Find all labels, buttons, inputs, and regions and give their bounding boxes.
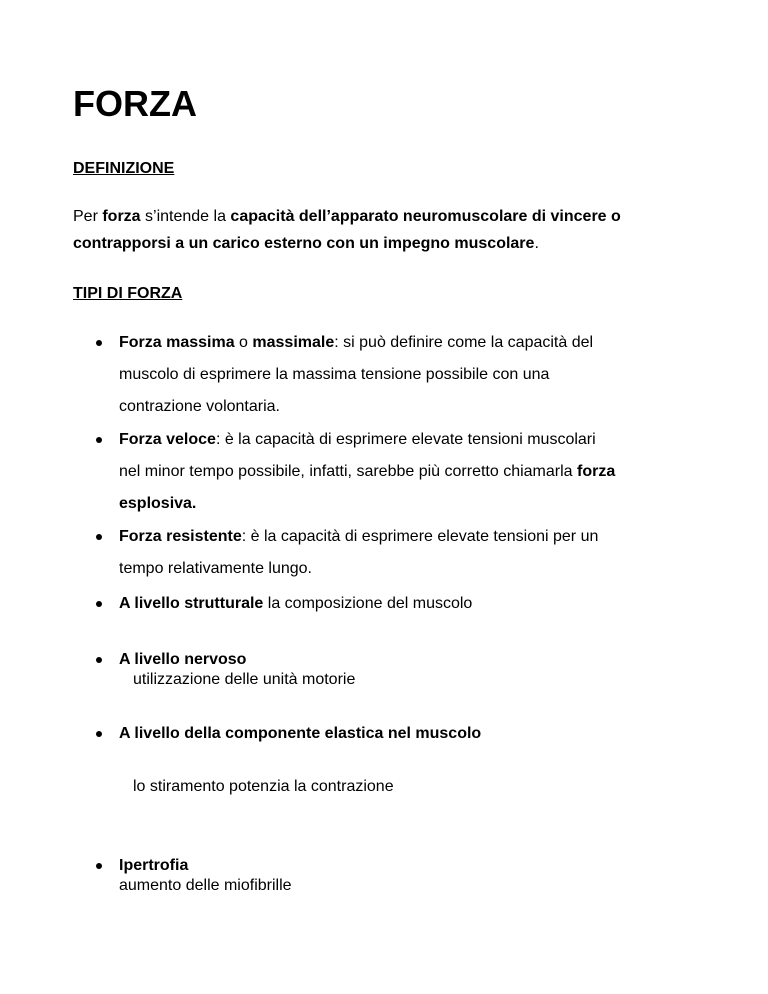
list-item	[119, 724, 481, 744]
item-text: : si può definire come la capacità del	[334, 334, 594, 351]
item-term: forza	[577, 463, 616, 480]
types-heading: TIPI DI FORZA	[73, 285, 183, 302]
item-term: massimale	[252, 334, 335, 351]
document-title: FORZA	[73, 83, 197, 124]
list-item	[119, 594, 472, 614]
definition-paragraph	[73, 203, 713, 257]
item-text: muscolo di esprimere la massima tensione possibile con una	[119, 366, 550, 383]
item-term: Forza massima	[119, 334, 235, 351]
item-term: A livello della componente elastica nel muscolo	[119, 725, 482, 742]
bullet-icon	[96, 594, 100, 614]
item-text: contrazione volontaria.	[119, 398, 280, 415]
list-item-detail: aumento delle miofibrille	[119, 877, 292, 894]
list-item	[119, 856, 188, 876]
bullet-icon	[96, 856, 100, 876]
list-item	[119, 521, 719, 585]
item-text: o	[234, 334, 253, 351]
item-term: Forza veloce	[119, 431, 216, 448]
list-item	[119, 424, 719, 520]
bullet-icon	[96, 527, 100, 547]
definition-text: s’intende la	[140, 208, 231, 225]
definition-text: .	[534, 235, 539, 252]
bullet-icon	[96, 650, 100, 670]
item-text: tempo relativamente lungo.	[119, 560, 312, 577]
list-item	[119, 650, 246, 670]
item-term: A livello strutturale	[119, 595, 264, 612]
definition-text: Per	[73, 208, 103, 225]
list-item-detail: lo stiramento potenzia la contrazione	[133, 778, 394, 795]
definition-heading: DEFINIZIONE	[73, 160, 175, 177]
definition-emphasis: contrapporsi a un carico esterno con un impegno muscolare	[73, 235, 535, 252]
bullet-icon	[96, 724, 100, 744]
list-item	[119, 327, 719, 423]
item-text: la composizione del muscolo	[263, 595, 473, 612]
item-text: : è la capacità di esprimere elevate tensioni muscolari	[215, 431, 596, 448]
list-item-detail: utilizzazione delle unità motorie	[133, 671, 356, 688]
definition-emphasis: capacità dell’apparato neuromuscolare di vincere o	[230, 208, 621, 225]
item-term: Forza resistente	[119, 528, 242, 545]
item-term: A livello nervoso	[119, 651, 247, 668]
item-text: : è la capacità di esprimere elevate tensioni per un	[241, 528, 599, 545]
bullet-icon	[96, 430, 100, 450]
bullet-icon	[96, 333, 100, 353]
item-term: Ipertrofia	[119, 857, 189, 874]
definition-term: forza	[102, 208, 141, 225]
item-term: esplosiva.	[119, 495, 197, 512]
item-text: nel minor tempo possibile, infatti, sarebbe più corretto chiamarla	[119, 463, 577, 480]
